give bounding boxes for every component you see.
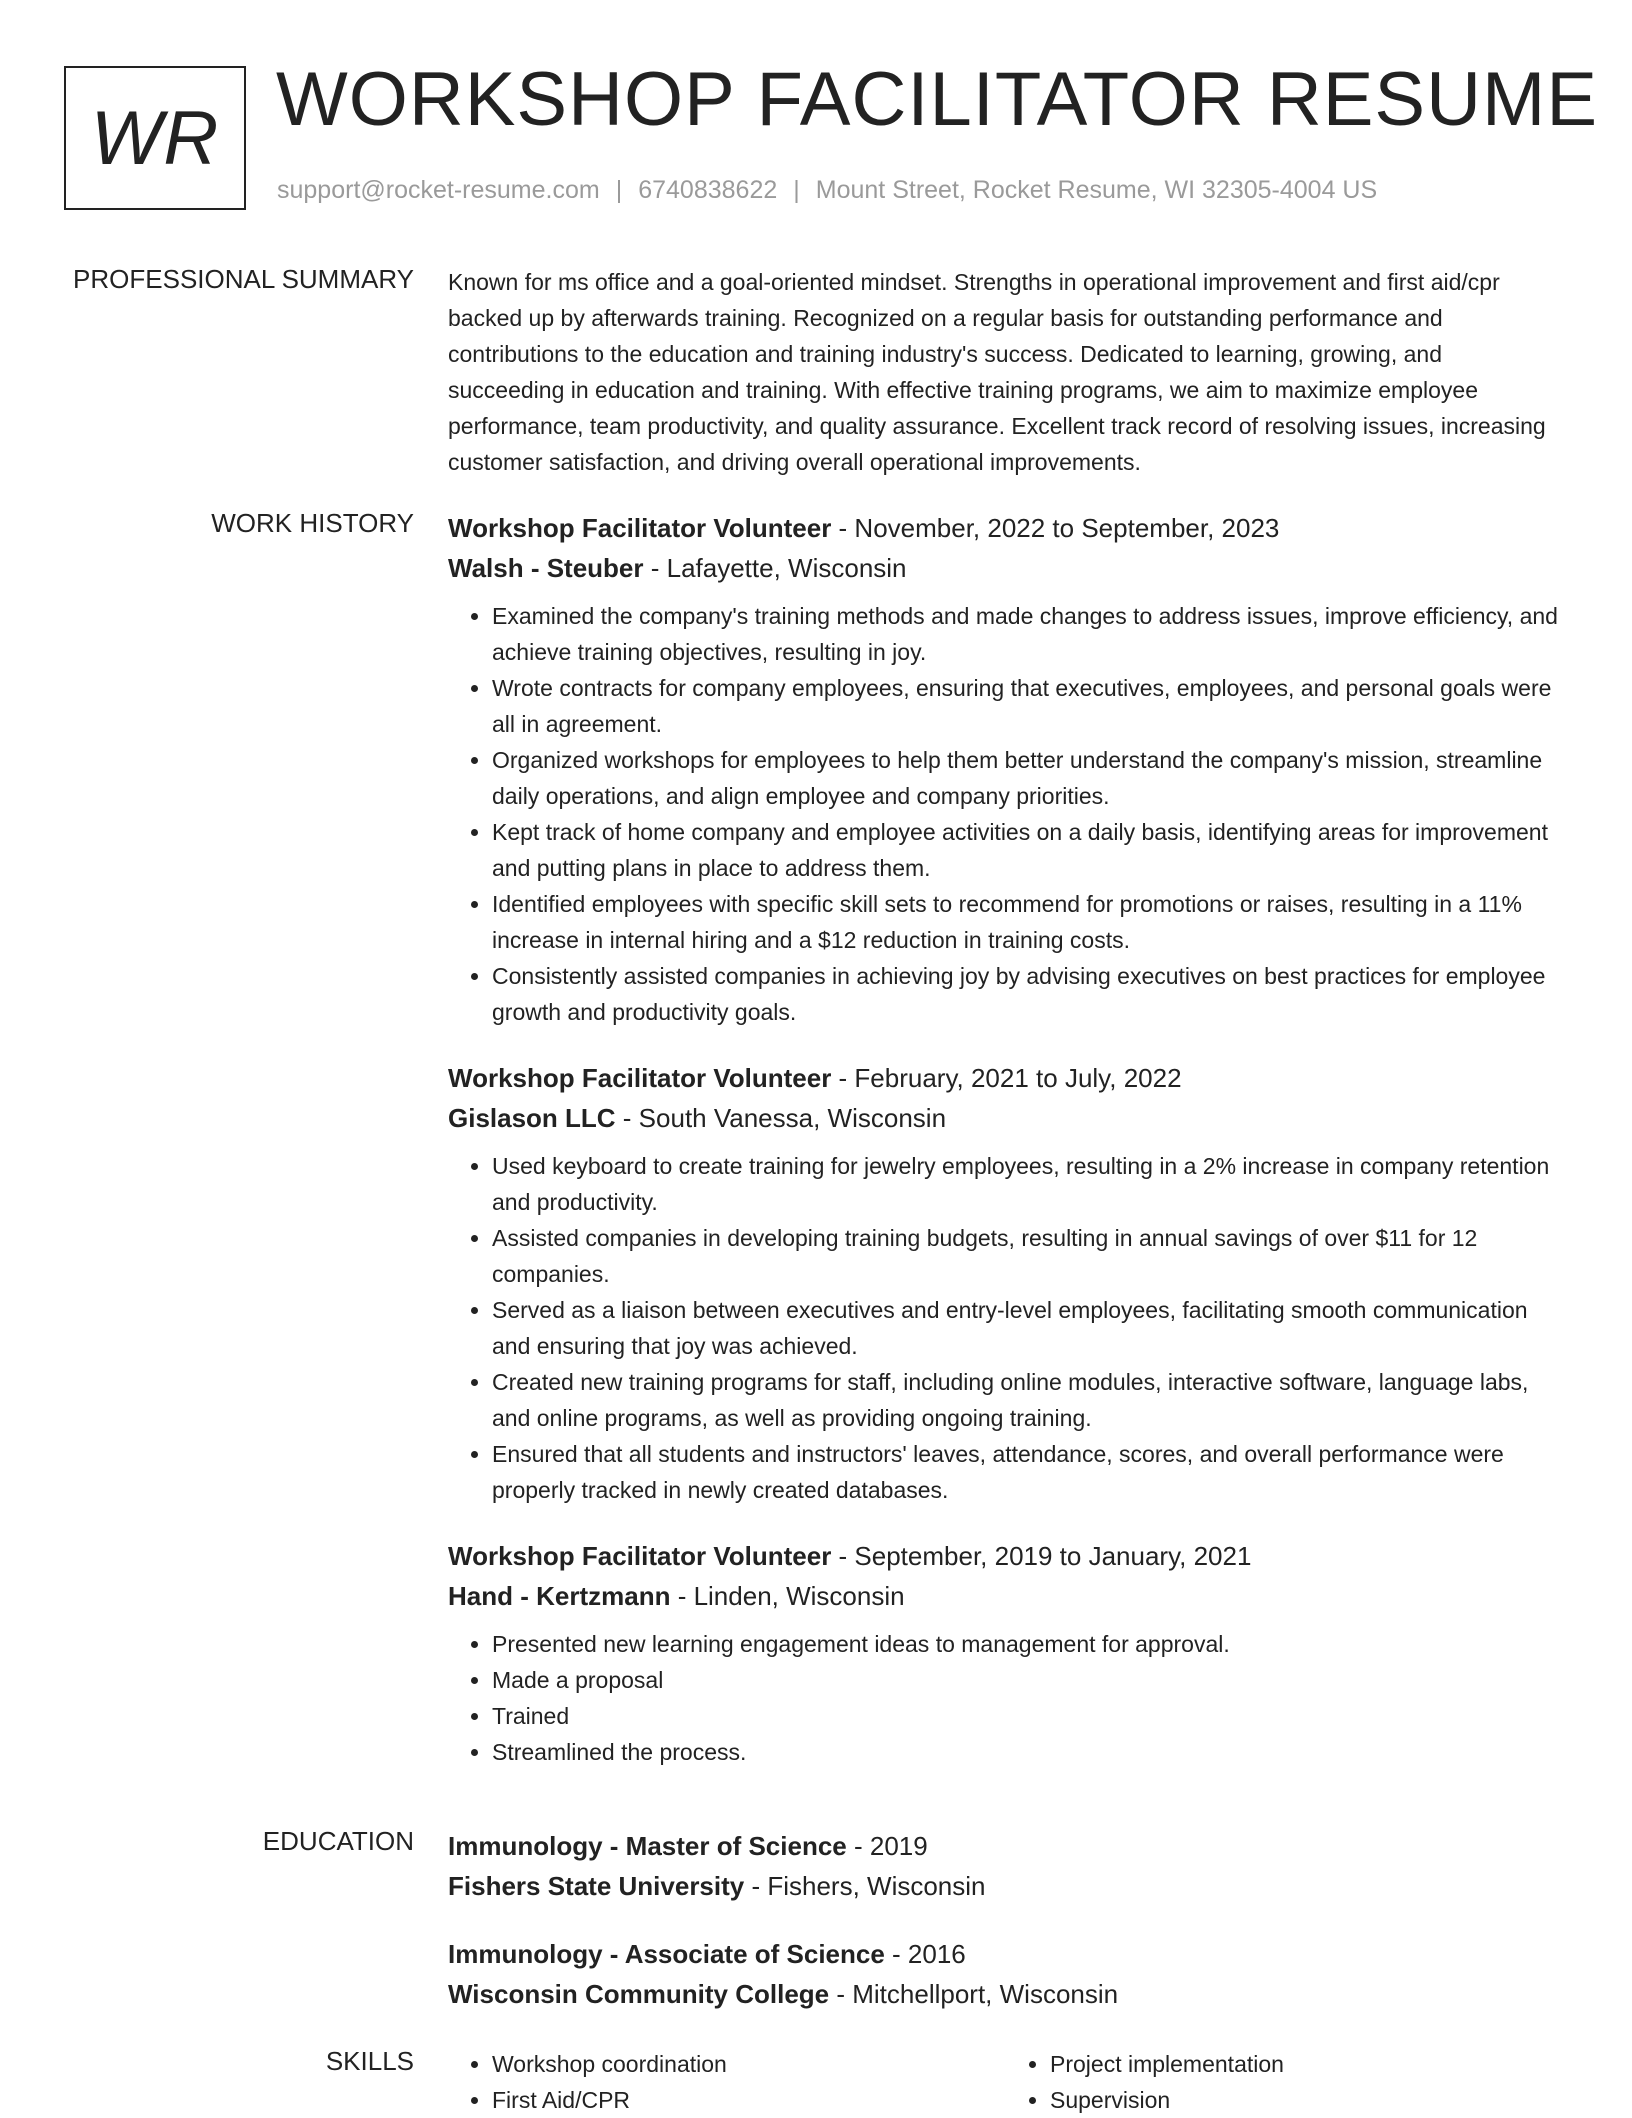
degree-year: - 2019 <box>846 1831 928 1861</box>
job-company-line <box>448 548 1564 588</box>
section-label-skills: SKILLS <box>325 2046 414 2076</box>
job-bullet: • Streamlined the process. <box>492 1734 1564 1770</box>
resume-title: WORKSHOP FACILITATOR RESUME <box>276 57 1599 142</box>
summary-text: Known for ms office and a goal-oriented mindset. Strengths in operational improvement and first aid/cpr backed up by afterwards training. Recognized on a regular basis for outstanding performance and contributions to the education and training industry's success. Dedicated to learning, growing, and succeeding in education and training. With effective training programs, we aim to maximize employee performance, team productivity, and quality assurance. Excellent track record of resolving issues, increasing customer satisfaction, and driving overall operational improvements. <box>448 269 1546 475</box>
skill-item: • Workshop coordination <box>492 2046 1006 2082</box>
skill-item: • First Aid/CPR <box>492 2082 1006 2118</box>
job-title: Workshop Facilitator Volunteer <box>448 513 832 543</box>
contact-line <box>277 176 1377 205</box>
skills-grid <box>448 2046 1564 2118</box>
degree: Immunology - Master of Science <box>448 1831 847 1861</box>
job-bullet: • Ensured that all students and instructors' leaves, attendance, scores, and overall performance were properly tracked in newly created databases. <box>492 1436 1564 1508</box>
job-title-line <box>448 1058 1564 1098</box>
degree: Immunology - Associate of Science <box>448 1939 885 1969</box>
degree-line <box>448 1826 1564 1866</box>
skills-column <box>1006 2046 1564 2118</box>
skill-item: • Supervision <box>1050 2082 1564 2118</box>
job-bullet: • Assisted companies in developing training budgets, resulting in annual savings of over $11 for 12 companies. <box>492 1220 1564 1292</box>
job-bullet: • Made a proposal <box>492 1662 1564 1698</box>
school-line <box>448 1974 1564 2014</box>
job-bullet: • Consistently assisted companies in achieving joy by advising executives on best practices for employee growth and productivity goals. <box>492 958 1564 1030</box>
job-bullets <box>448 1148 1564 1508</box>
job-title: Workshop Facilitator Volunteer <box>448 1541 832 1571</box>
job-bullet: • Served as a liaison between executives and entry-level employees, facilitating smooth communication and ensuring that joy was achieved. <box>492 1292 1564 1364</box>
monogram-box: WR <box>64 66 246 210</box>
section-label-work-history: WORK HISTORY <box>211 508 414 538</box>
job-company-line <box>448 1576 1564 1616</box>
section-label-education: EDUCATION <box>262 1826 414 1856</box>
job-entry <box>448 508 1564 1030</box>
job-location: - Linden, Wisconsin <box>670 1581 905 1611</box>
job-bullets <box>448 1626 1564 1770</box>
education-entry <box>448 1826 1564 1906</box>
job-bullet: • Examined the company's training methods and made changes to address issues, improve efficiency, and achieve training objectives, resulting in joy. <box>492 598 1564 670</box>
school: Wisconsin Community College <box>448 1979 830 2009</box>
job-bullet: • Kept track of home company and employee activities on a daily basis, identifying areas for improvement and putting plans in place to address them. <box>492 814 1564 886</box>
contact-address: Mount Street, Rocket Resume, WI 32305-4004 US <box>815 176 1378 204</box>
job-location: - South Vanessa, Wisconsin <box>615 1103 947 1133</box>
job-dates: - November, 2022 to September, 2023 <box>831 513 1280 543</box>
job-title: Workshop Facilitator Volunteer <box>448 1063 832 1093</box>
school: Fishers State University <box>448 1871 745 1901</box>
job-bullet: • Organized workshops for employees to help them better understand the company's mission, streamline daily operations, and align employee and company priorities. <box>492 742 1564 814</box>
job-company-line <box>448 1098 1564 1138</box>
job-bullet: • Used keyboard to create training for jewelry employees, resulting in a 2% increase in company retention and productivity. <box>492 1148 1564 1220</box>
degree-line <box>448 1934 1564 1974</box>
job-company: Hand - Kertzmann <box>448 1581 671 1611</box>
degree-year: - 2016 <box>884 1939 966 1969</box>
job-title-line <box>448 1536 1564 1576</box>
contact-phone: 6740838622 <box>638 176 778 204</box>
job-entry <box>448 1058 1564 1508</box>
section-label-summary: PROFESSIONAL SUMMARY <box>73 264 414 294</box>
skills-column <box>448 2046 1006 2118</box>
job-bullet: • Identified employees with specific skill sets to recommend for promotions or raises, resulting in a 11% increase in internal hiring and a $12 reduction in training costs. <box>492 886 1564 958</box>
job-company: Walsh - Steuber <box>448 553 644 583</box>
contact-separator: | <box>793 176 800 204</box>
job-bullet: • Created new training programs for staff, including online modules, interactive software, language labs, and online programs, as well as providing ongoing training. <box>492 1364 1564 1436</box>
job-location: - Lafayette, Wisconsin <box>643 553 907 583</box>
job-bullet: • Wrote contracts for company employees, ensuring that executives, employees, and personal goals were all in agreement. <box>492 670 1564 742</box>
school-location: - Mitchellport, Wisconsin <box>829 1979 1119 2009</box>
job-entry <box>448 1536 1564 1770</box>
contact-email: support@rocket-resume.com <box>277 176 600 204</box>
job-dates: - February, 2021 to July, 2022 <box>831 1063 1182 1093</box>
education-entry <box>448 1934 1564 2014</box>
job-title-line <box>448 508 1564 548</box>
job-bullet: • Trained <box>492 1698 1564 1734</box>
job-bullet: • Presented new learning engagement ideas to management for approval. <box>492 1626 1564 1662</box>
school-line <box>448 1866 1564 1906</box>
school-location: - Fishers, Wisconsin <box>744 1871 986 1901</box>
job-bullets <box>448 598 1564 1030</box>
skill-item: • Project implementation <box>1050 2046 1564 2082</box>
job-company: Gislason LLC <box>448 1103 616 1133</box>
job-dates: - September, 2019 to January, 2021 <box>831 1541 1252 1571</box>
contact-separator: | <box>615 176 623 204</box>
